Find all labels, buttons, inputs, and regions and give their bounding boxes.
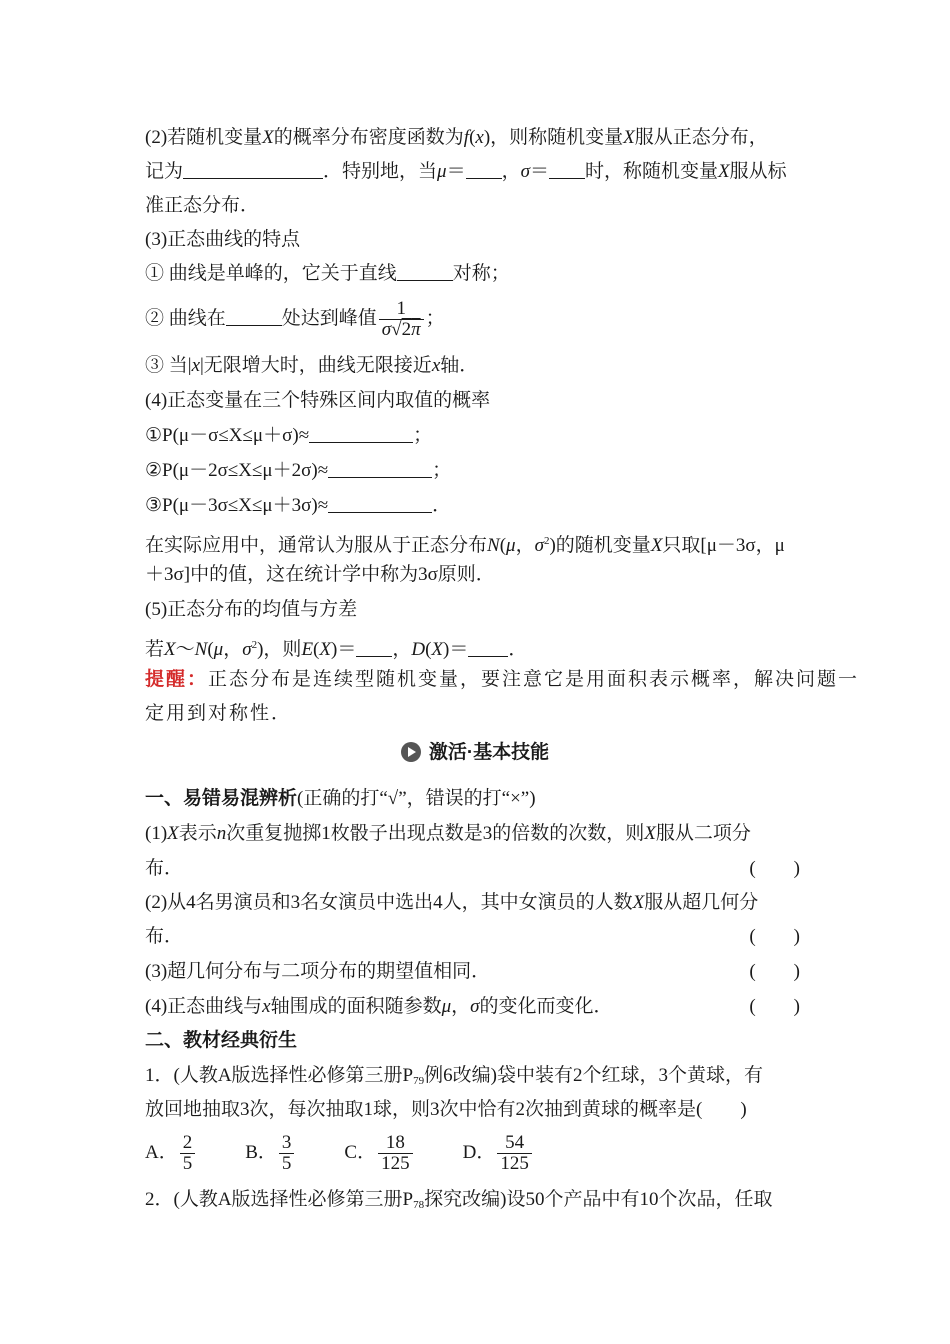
p4-row2: ②P(μ－2σ≤X≤μ＋2σ)≈ ； [145,454,810,488]
section-heading: 激活·基本技能 [0,736,950,770]
part2-q1-cont: 放回地抽取3次，每次抽取1球，则3次中恰有2次抽到黄球的概率是( ) [145,1099,747,1120]
choice-a[interactable]: A． $\frac{2}{5}$ [145,1130,197,1176]
blank [328,457,432,478]
p3-item3: ③ 当|x|无限增大时，曲线无限接近x轴． [145,355,479,376]
p5-line: 若X～N(μ，$\sigma^2$)，则E(X)＝ ，D(X)＝ ． [145,628,810,667]
peak-fraction: $\frac{1}{\sigma√2\pi}$ [379,299,424,340]
choice-c[interactable]: C． $\frac{18}{125}$ [344,1130,414,1176]
part1-q1: (1)X表示n次重复抛掷1枚骰子出现点数是3的倍数的次数，则X服从二项分 [145,823,751,844]
p3-item1: ① 曲线是单峰的，它关于直线 对称； [145,257,810,291]
part1-title: 一、易错易混辨析(正确的打“√”，错误的打“×”) [145,788,536,809]
p3-item2: ② 曲线在 处达到峰值 $\frac{1}{\sigma√2\pi}$ ； [145,298,445,341]
part1-q4: (4)正态曲线与x轴围成的面积随参数μ，σ的变化而变化． ( ) [145,990,810,1024]
p4-note2: ＋3σ]中的值，这在统计学中称为3σ原则． [145,564,495,585]
choice-d[interactable]: D． $\frac{54}{125}$ [463,1130,534,1176]
answer-paren: ( ) [749,961,800,982]
p4-note1: 在实际应用中，通常认为服从于正态分布N(μ，$\sigma^2$)的随机变量X只取[μ－3σ，μ [145,535,785,556]
part1-q2: (2)从4名男演员和3名女演员中选出4人，其中女演员的人数X服从超几何分 [145,892,759,913]
part2-q2: 2．(人教A版选择性必修第三册$P_{78}$探究改编)设50个产品中有10个次品，任取 [145,1189,773,1211]
part1-q1-cont: 布． ( ) [145,852,810,886]
blank [549,158,585,179]
part2-q1-choices [145,1130,810,1176]
tip-label: 提醒： [145,669,209,690]
p5-title: (5)正态分布的均值与方差 [145,599,358,620]
part2-title: 二、教材经典衍生 [145,1030,298,1051]
p2-line3: 准正态分布． [145,195,260,216]
p4-row1: ①P(μ－σ≤X≤μ＋σ)≈ ； [145,419,810,453]
part1-q2-cont: 布． ( ) [145,920,810,954]
play-circle-icon [401,742,421,762]
blank [397,260,453,281]
tip-line1: 提醒：正态分布是连续型随机变量，要注意它是用面积表示概率，解决问题一 [145,669,860,690]
blank [183,158,323,179]
blank [356,636,392,657]
part2-q1: 1．(人教A版选择性必修第三册$P_{79}$例6改编)袋中装有2个红球，3个黄球，有 [145,1065,763,1087]
p2-line1: (2)若随机变量X的概率分布密度函数为f(x)，则称随机变量X服从正态分布， [145,127,768,148]
blank [466,158,502,179]
blank [328,492,432,513]
blank [226,305,282,326]
answer-paren: ( ) [749,926,800,947]
blank [468,636,508,657]
tip-line2: 定用到对称性． [145,703,293,724]
blank [309,422,413,443]
choice-b[interactable]: B． $\frac{3}{5}$ [245,1130,296,1176]
answer-paren: ( ) [749,858,800,879]
part1-q3: (3)超几何分布与二项分布的期望值相同． ( ) [145,955,810,989]
p2-line2: 记为 ．特别地，当μ＝ ，σ＝ 时，称随机变量X服从标 [145,155,810,189]
p4-title: (4)正态变量在三个特殊区间内取值的概率 [145,390,491,411]
p4-row3: ③P(μ－3σ≤X≤μ＋3σ)≈ ． [145,489,810,523]
answer-paren: ( ) [749,996,800,1017]
var-X: X [262,127,274,148]
p3-title: (3)正态曲线的特点 [145,229,301,250]
